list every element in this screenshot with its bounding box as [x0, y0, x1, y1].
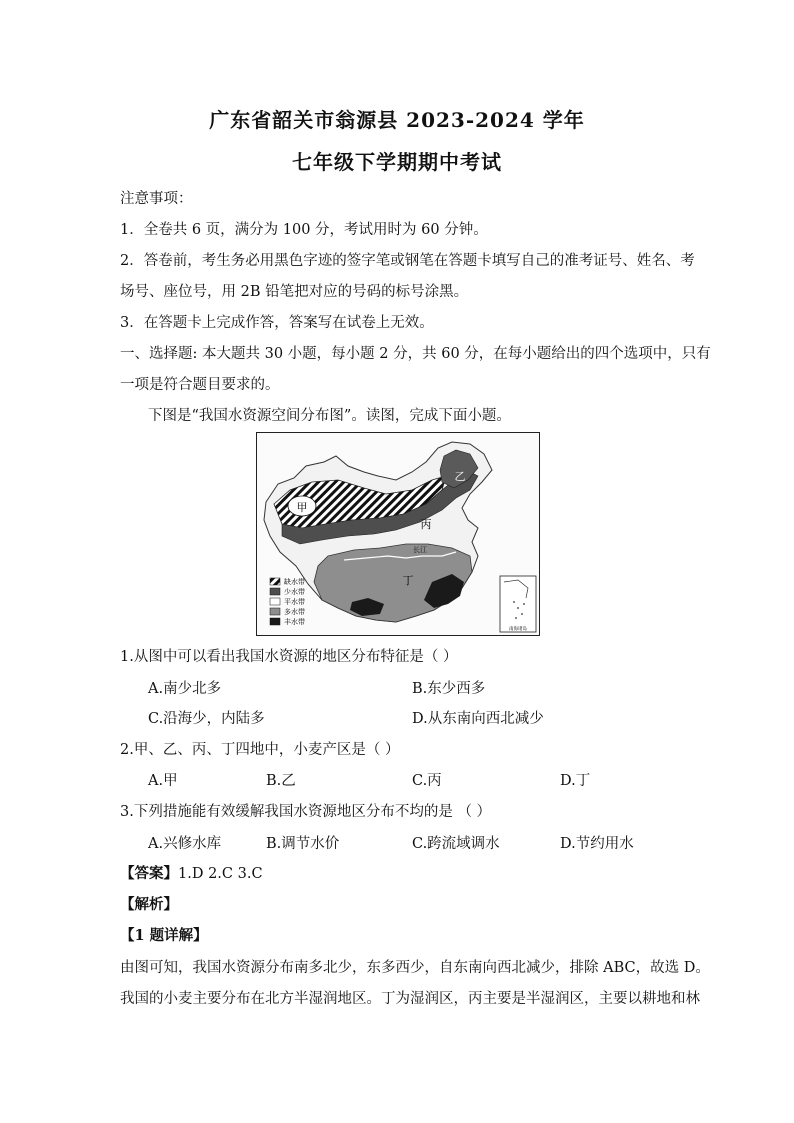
exam-title-line2: 七年级下学期期中考试 — [292, 150, 502, 174]
analysis-q1-label: 【1 题详解】 — [120, 927, 208, 944]
question-1-option-d[interactable]: D.从东南向西北减少 — [412, 711, 544, 727]
question-1-stem: 1.从图中可以看出我国水资源的地区分布特征是（ ） — [120, 649, 458, 665]
question-2-option-a[interactable]: A.甲 — [148, 773, 178, 789]
question-1-option-a[interactable]: A.南少北多 — [148, 681, 222, 697]
legend-label: 少水带 — [284, 588, 305, 596]
question-group-intro: 下图是“我国水资源空间分布图”。读图，完成下面小题。 — [148, 408, 511, 424]
question-2-stem: 2.甲、乙、丙、丁四地中，小麦产区是（ ） — [120, 742, 400, 758]
analysis-line-1: 由图可知，我国水资源分布南多北少，东多西少，自东南向西北减少，排除 ABC，故选 D。 — [120, 960, 710, 976]
question-2-option-d[interactable]: D.丁 — [560, 773, 591, 789]
label-jia: 甲 — [296, 501, 308, 514]
question-2-option-b[interactable]: B.乙 — [266, 773, 296, 789]
answer-values: 1.D 2.C 3.C — [178, 866, 263, 882]
water-resources-map — [256, 432, 540, 636]
question-3-option-c[interactable]: C.跨流域调水 — [412, 836, 500, 852]
question-3-option-b[interactable]: B.调节水价 — [266, 836, 340, 852]
section-heading: 一、选择题: 本大题共 30 小题，每小题 2 分，共 60 分，在每小题给出的四个选项中，只有 — [120, 346, 711, 362]
label-yi: 乙 — [454, 470, 466, 483]
notes-heading: 注意事项： — [120, 191, 193, 207]
legend-label: 缺水带 — [284, 578, 305, 586]
notes-item-2: 2．答卷前，考生务必用黑色字迹的签字笔或钢笔在答题卡填写自己的准考证号、姓名、考 — [120, 253, 695, 269]
south-sea-inset — [500, 576, 536, 632]
exam-title-line1: 广东省韶关市翁源县 2023-2024 学年 — [209, 108, 585, 132]
answer-label: 【答案】 — [120, 865, 178, 882]
question-3-option-d[interactable]: D.节约用水 — [560, 836, 634, 852]
map-legend — [270, 577, 305, 626]
label-river: 长江 — [413, 546, 427, 554]
question-2-option-c[interactable]: C.丙 — [412, 773, 442, 789]
analysis-line-2: 我国的小麦主要分布在北方半湿润地区。丁为湿润区，丙主要是半湿润区，主要以耕地和林 — [120, 991, 700, 1007]
label-bing: 丙 — [420, 518, 432, 531]
legend-label: 平水带 — [284, 598, 305, 606]
question-1-option-c[interactable]: C.沿海少，内陆多 — [148, 711, 265, 727]
question-3-stem: 3.下列措施能有效缓解我国水资源地区分布不均的是 （ ） — [120, 804, 492, 820]
question-3-option-a[interactable]: A.兴修水库 — [148, 836, 222, 852]
question-1-option-b[interactable]: B.东少西多 — [412, 681, 486, 697]
legend-label: 丰水带 — [284, 618, 305, 626]
notes-item-1: 1．全卷共 6 页，满分为 100 分，考试用时为 60 分钟。 — [120, 222, 488, 238]
answer-line — [120, 862, 263, 883]
legend-label: 多水带 — [284, 608, 305, 616]
notes-item-2-continued: 场号、座位号，用 2B 铅笔把对应的号码的标号涂黑。 — [120, 284, 469, 300]
notes-item-3: 3．在答题卡上完成作答，答案写在试卷上无效。 — [120, 315, 434, 331]
section-heading-continued: 一项是符合题目要求的。 — [120, 377, 280, 393]
analysis-label: 【解析】 — [120, 896, 178, 913]
inset-label: 南海诸岛 — [509, 627, 527, 632]
label-ding: 丁 — [402, 574, 414, 587]
